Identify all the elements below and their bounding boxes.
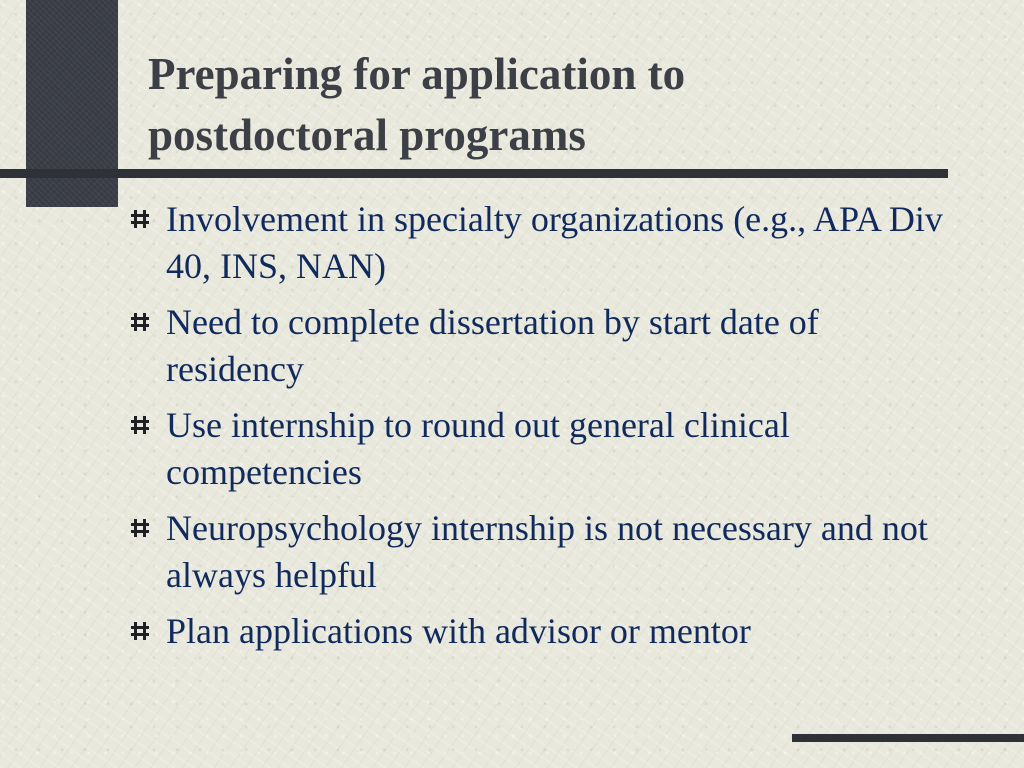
bullet-text: Need to complete dissertation by start date of residency bbox=[166, 302, 819, 389]
bullet-list bbox=[130, 196, 960, 664]
slide-title: Preparing for application to postdoctoral programs bbox=[148, 49, 686, 160]
bullet-item-1 bbox=[130, 196, 960, 290]
bullet-item-3 bbox=[130, 402, 960, 496]
hash-bullet-icon bbox=[130, 621, 150, 641]
hash-bullet-icon bbox=[130, 518, 150, 538]
hash-bullet-icon bbox=[130, 312, 150, 332]
hash-bullet-icon bbox=[130, 209, 150, 229]
footer-divider-line bbox=[792, 734, 1024, 742]
bullet-text: Involvement in specialty organizations (e.g., APA Div 40, INS, NAN) bbox=[166, 199, 943, 286]
bullet-item-5 bbox=[130, 608, 960, 655]
bullet-item-2 bbox=[130, 299, 960, 393]
bullet-text: Use internship to round out general clinical competencies bbox=[166, 405, 790, 492]
hash-bullet-icon bbox=[130, 415, 150, 435]
title-divider-line bbox=[0, 169, 948, 178]
bullet-text: Neuropsychology internship is not necessary and not always helpful bbox=[166, 508, 928, 595]
bullet-item-4 bbox=[130, 505, 960, 599]
bullet-text: Plan applications with advisor or mentor bbox=[166, 611, 751, 651]
